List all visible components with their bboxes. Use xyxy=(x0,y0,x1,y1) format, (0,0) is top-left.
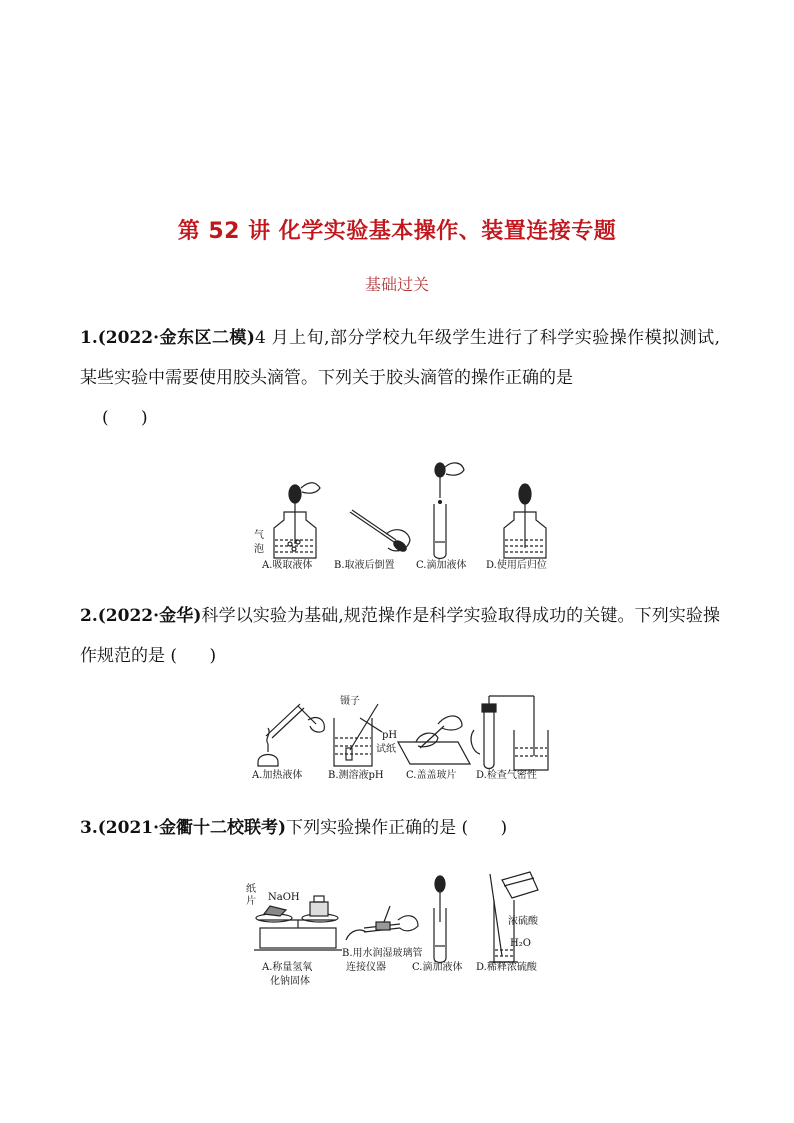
label-pao: 泡 xyxy=(254,544,264,555)
question-source: (2022·金东区二模) xyxy=(97,328,255,348)
question-text: 4 月上旬,部分学校九年级学生进行了科学实验操作模拟测试,某些实验中需要使用胶头滴管。下列关于胶头滴管的操作正确的是 xyxy=(80,328,720,388)
question-source: (2022·金华) xyxy=(97,606,202,626)
figure-lab-operations-3 xyxy=(240,866,556,998)
label-conc-acid: 浓硫酸 xyxy=(508,916,538,927)
diagram-d xyxy=(504,484,546,558)
answer-paren: ( ) xyxy=(102,408,148,428)
label-qi: 气 xyxy=(254,530,264,541)
diagram-d xyxy=(471,696,548,770)
answer-paren: ( ) xyxy=(461,818,508,838)
caption-c: C.滴加液体 xyxy=(416,560,467,571)
caption-d: D.使用后归位 xyxy=(486,560,547,571)
caption-a: A.吸取液体 xyxy=(262,560,313,571)
caption-a-line2: 化钠固体 xyxy=(270,976,310,987)
diagram-a xyxy=(258,704,324,766)
caption-c: C.滴加液体 xyxy=(412,962,463,973)
question-text: 科学以实验为基础,规范操作是科学实验取得成功的关键。下列实验操作规范的是 xyxy=(80,606,720,666)
diagram-a xyxy=(254,896,342,950)
caption-d: D.检查气密性 xyxy=(476,770,537,781)
caption-d: D.稀释浓硫酸 xyxy=(476,962,537,973)
section-subtitle: 基础过关 xyxy=(364,275,429,294)
figure-lab-operations-2 xyxy=(248,690,552,782)
caption-a-line1: A.称量氢氧 xyxy=(262,962,313,973)
caption-b-line2: 连接仪器 xyxy=(346,962,386,973)
figure-dropper-operations xyxy=(246,460,556,572)
question-number: 2. xyxy=(80,606,98,626)
caption-b-line1: B.用水润湿玻璃管 xyxy=(342,948,423,959)
label-ph: pH xyxy=(382,730,398,741)
caption-a: A.加热液体 xyxy=(252,770,303,781)
label-pian: 片 xyxy=(246,896,256,907)
caption-b: B.取液后倒置 xyxy=(334,560,395,571)
label-naoh: NaOH xyxy=(268,892,300,903)
diagram-a xyxy=(274,483,320,558)
caption-c: C.盖盖玻片 xyxy=(406,770,457,781)
diagram-c xyxy=(398,716,470,764)
page-title: 第 52 讲 化学实验基本操作、装置连接专题 xyxy=(177,219,617,244)
question-number: 3. xyxy=(80,818,98,838)
question-1 xyxy=(80,318,720,438)
diagram-c xyxy=(434,463,464,559)
answer-paren: ( ) xyxy=(170,646,217,666)
diagram-c xyxy=(434,876,446,963)
caption-b: B.测溶液pH xyxy=(328,770,384,781)
label-zhi: 纸 xyxy=(246,884,256,895)
label-tweezers: 镊子 xyxy=(340,696,360,707)
diagram-b xyxy=(334,704,382,766)
question-text: 下列实验操作正确的是 xyxy=(286,818,457,838)
label-water: H₂O xyxy=(510,938,531,949)
diagram-b xyxy=(346,906,418,940)
diagram-b xyxy=(350,510,410,553)
question-2 xyxy=(80,596,720,676)
question-source: (2021·金衢十二校联考) xyxy=(97,818,287,838)
label-test-paper: 试纸 xyxy=(376,744,396,755)
question-number: 1. xyxy=(80,328,98,348)
question-3 xyxy=(80,808,720,848)
